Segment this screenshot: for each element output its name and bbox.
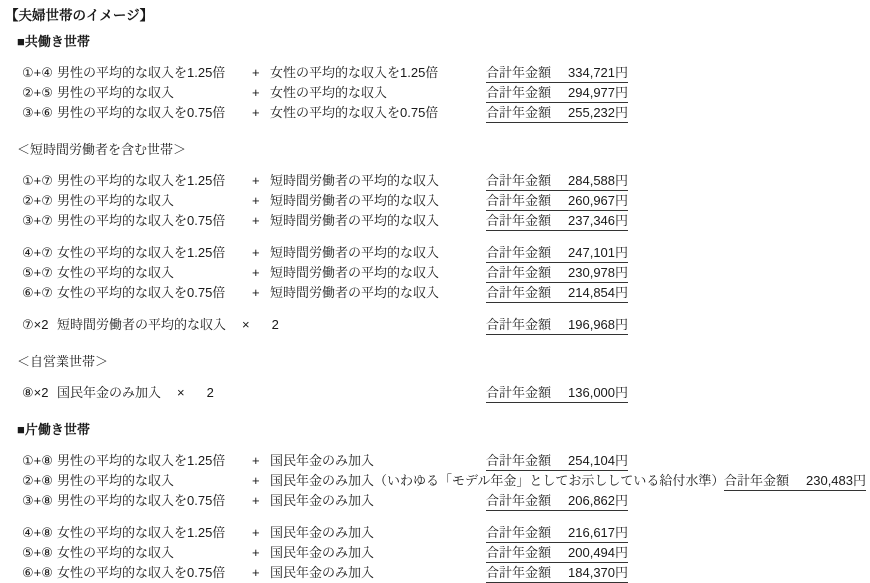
- total-value: 260,967円: [568, 193, 629, 208]
- row-combination-label: ⑧×2: [22, 385, 49, 400]
- second-operand: 短時間労働者の平均的な収入: [270, 245, 440, 260]
- operator: ×: [177, 385, 185, 400]
- page-title: 【夫婦世帯のイメージ】: [5, 8, 154, 23]
- first-operand: 女性の平均的な収入を1.25倍: [57, 525, 226, 540]
- section-heading: ■片働き世帯: [17, 422, 90, 437]
- row-combination-label: ⑦×2: [22, 317, 49, 332]
- pension-row: [22, 63, 866, 83]
- total-value: 206,862円: [568, 493, 629, 508]
- pension-row: [22, 243, 866, 263]
- second-operand: 短時間労働者の平均的な収入: [270, 193, 440, 208]
- row-combination-label: ⑥+⑦: [22, 285, 53, 300]
- total-label: 合計年金額: [486, 493, 552, 508]
- row-formula: [57, 191, 486, 210]
- total-value: 230,483円: [806, 473, 866, 488]
- total-pension: [486, 63, 628, 83]
- row-block: [5, 243, 866, 303]
- row-combination-label: ①+⑧: [22, 453, 53, 468]
- total-label: 合計年金額: [486, 173, 552, 188]
- section-heading: ■共働き世帯: [17, 34, 90, 49]
- total-label: 合計年金額: [486, 213, 552, 228]
- first-operand: 男性の平均的な収入を1.25倍: [57, 173, 226, 188]
- total-value: 136,000円: [568, 385, 629, 400]
- first-operand: 男性の平均的な収入: [57, 193, 175, 208]
- row-formula: [57, 315, 486, 334]
- operator: +: [252, 493, 260, 508]
- operator: +: [252, 105, 260, 120]
- second-operand: 短時間労働者の平均的な収入: [270, 173, 440, 188]
- second-operand: 2: [271, 317, 279, 332]
- total-pension: [486, 491, 628, 511]
- second-operand: 女性の平均的な収入: [270, 85, 388, 100]
- total-pension: [486, 211, 628, 231]
- operator: +: [252, 173, 260, 188]
- second-operand: 国民年金のみ加入: [270, 453, 375, 468]
- pension-row: [22, 471, 866, 491]
- row-combination-label: ②+⑤: [22, 85, 53, 100]
- total-pension: [486, 451, 628, 471]
- row-block: [5, 523, 866, 583]
- pension-row: [22, 543, 866, 563]
- first-operand: 男性の平均的な収入を1.25倍: [57, 453, 226, 468]
- total-value: 214,854円: [568, 285, 629, 300]
- total-pension: [486, 563, 628, 583]
- first-operand: 男性の平均的な収入を0.75倍: [57, 105, 226, 120]
- second-operand: 国民年金のみ加入（いわゆる「モデル年金」としてお示ししている給付水準）: [270, 473, 725, 488]
- row-combination-label: ⑤+⑧: [22, 545, 53, 560]
- total-label: 合計年金額: [486, 565, 552, 580]
- operator: +: [252, 193, 260, 208]
- section: [5, 352, 866, 403]
- total-value: 247,101円: [568, 245, 629, 260]
- row-combination-label: ②+⑦: [22, 193, 53, 208]
- row-formula: [57, 103, 486, 122]
- row-formula: [57, 471, 724, 490]
- pension-row: [22, 451, 866, 471]
- row-combination-label: ②+⑧: [22, 473, 53, 488]
- second-operand: 短時間労働者の平均的な収入: [270, 213, 440, 228]
- operator: +: [252, 65, 260, 80]
- row-formula: [57, 491, 486, 510]
- pension-row: [22, 283, 866, 303]
- row-combination-label: ③+⑦: [22, 213, 53, 228]
- row-formula: [57, 451, 486, 470]
- sections-container: [5, 32, 866, 583]
- second-operand: 短時間労働者の平均的な収入: [270, 285, 440, 300]
- row-formula: [57, 63, 486, 82]
- total-pension: [724, 471, 866, 491]
- row-combination-label: ③+⑥: [22, 105, 53, 120]
- second-operand: 女性の平均的な収入を1.25倍: [270, 65, 439, 80]
- row-formula: [57, 263, 486, 282]
- total-label: 合計年金額: [486, 65, 552, 80]
- total-pension: [486, 171, 628, 191]
- pension-row: [22, 171, 866, 191]
- operator: +: [252, 285, 260, 300]
- operator: +: [252, 453, 260, 468]
- first-operand: 男性の平均的な収入を1.25倍: [57, 65, 226, 80]
- total-label: 合計年金額: [486, 245, 552, 260]
- pension-row: [22, 263, 866, 283]
- section: [5, 32, 866, 123]
- row-block: [5, 315, 866, 335]
- second-operand: 国民年金のみ加入: [270, 525, 375, 540]
- first-operand: 女性の平均的な収入を1.25倍: [57, 245, 226, 260]
- section: [5, 140, 866, 335]
- total-value: 237,346円: [568, 213, 629, 228]
- total-value: 255,232円: [568, 105, 629, 120]
- total-pension: [486, 103, 628, 123]
- row-block: [5, 451, 866, 511]
- row-formula: [57, 83, 486, 102]
- first-operand: 女性の平均的な収入を0.75倍: [57, 285, 226, 300]
- total-value: 254,104円: [568, 453, 629, 468]
- total-label: 合計年金額: [486, 525, 552, 540]
- row-combination-label: ③+⑧: [22, 493, 53, 508]
- total-value: 196,968円: [568, 317, 629, 332]
- total-value: 216,617円: [568, 525, 629, 540]
- row-combination-label: ④+⑧: [22, 525, 53, 540]
- total-pension: [486, 315, 628, 335]
- total-value: 200,494円: [568, 545, 629, 560]
- total-value: 230,978円: [568, 265, 629, 280]
- total-label: 合計年金額: [723, 473, 789, 488]
- pension-row: [22, 83, 866, 103]
- operator: +: [252, 265, 260, 280]
- row-formula: [57, 383, 486, 402]
- total-pension: [486, 263, 628, 283]
- total-pension: [486, 191, 628, 211]
- total-value: 334,721円: [568, 65, 629, 80]
- pension-row: [22, 563, 866, 583]
- total-label: 合計年金額: [486, 193, 552, 208]
- second-operand: 2: [206, 385, 214, 400]
- pension-row: [22, 191, 866, 211]
- first-operand: 男性の平均的な収入を0.75倍: [57, 493, 226, 508]
- first-operand: 女性の平均的な収入: [57, 545, 175, 560]
- total-value: 284,588円: [568, 173, 629, 188]
- operator: +: [252, 545, 260, 560]
- pension-row: [22, 491, 866, 511]
- first-operand: 男性の平均的な収入を0.75倍: [57, 213, 226, 228]
- total-pension: [486, 543, 628, 563]
- total-pension: [486, 243, 628, 263]
- row-combination-label: ⑥+⑧: [22, 565, 53, 580]
- section-heading: ＜自営業世帯＞: [17, 354, 109, 369]
- total-pension: [486, 83, 628, 103]
- first-operand: 女性の平均的な収入: [57, 265, 175, 280]
- total-value: 184,370円: [568, 565, 629, 580]
- second-operand: 国民年金のみ加入: [270, 545, 375, 560]
- second-operand: 女性の平均的な収入を0.75倍: [270, 105, 439, 120]
- row-block: [5, 63, 866, 123]
- row-formula: [57, 211, 486, 230]
- row-combination-label: ①+⑦: [22, 173, 53, 188]
- total-label: 合計年金額: [486, 105, 552, 120]
- first-operand: 男性の平均的な収入: [57, 85, 175, 100]
- first-operand: 国民年金のみ加入: [57, 385, 162, 400]
- pension-row: [22, 315, 866, 335]
- first-operand: 男性の平均的な収入: [57, 473, 175, 488]
- total-pension: [486, 283, 628, 303]
- first-operand: 女性の平均的な収入を0.75倍: [57, 565, 226, 580]
- total-label: 合計年金額: [486, 265, 552, 280]
- operator: +: [252, 565, 260, 580]
- pension-row: [22, 103, 866, 123]
- row-formula: [57, 563, 486, 582]
- operator: +: [252, 85, 260, 100]
- total-label: 合計年金額: [486, 285, 552, 300]
- total-value: 294,977円: [568, 85, 629, 100]
- first-operand: 短時間労働者の平均的な収入: [57, 317, 227, 332]
- row-formula: [57, 243, 486, 262]
- row-block: [5, 171, 866, 231]
- operator: +: [252, 525, 260, 540]
- row-formula: [57, 171, 486, 190]
- second-operand: 国民年金のみ加入: [270, 493, 375, 508]
- second-operand: 短時間労働者の平均的な収入: [270, 265, 440, 280]
- total-label: 合計年金額: [486, 453, 552, 468]
- section: [5, 420, 866, 583]
- pension-row: [22, 383, 866, 403]
- row-formula: [57, 543, 486, 562]
- row-combination-label: ①+④: [22, 65, 53, 80]
- row-combination-label: ④+⑦: [22, 245, 53, 260]
- total-label: 合計年金額: [486, 85, 552, 100]
- section-heading: ＜短時間労働者を含む世帯＞: [17, 142, 187, 157]
- total-label: 合計年金額: [486, 545, 552, 560]
- operator: +: [252, 245, 260, 260]
- operator: +: [252, 213, 260, 228]
- row-combination-label: ⑤+⑦: [22, 265, 53, 280]
- total-label: 合計年金額: [486, 385, 552, 400]
- operator: ×: [242, 317, 250, 332]
- row-formula: [57, 283, 486, 302]
- operator: +: [252, 473, 260, 488]
- row-block: [5, 383, 866, 403]
- total-pension: [486, 383, 628, 403]
- second-operand: 国民年金のみ加入: [270, 565, 375, 580]
- pension-row: [22, 523, 866, 543]
- total-pension: [486, 523, 628, 543]
- pension-row: [22, 211, 866, 231]
- total-label: 合計年金額: [486, 317, 552, 332]
- row-formula: [57, 523, 486, 542]
